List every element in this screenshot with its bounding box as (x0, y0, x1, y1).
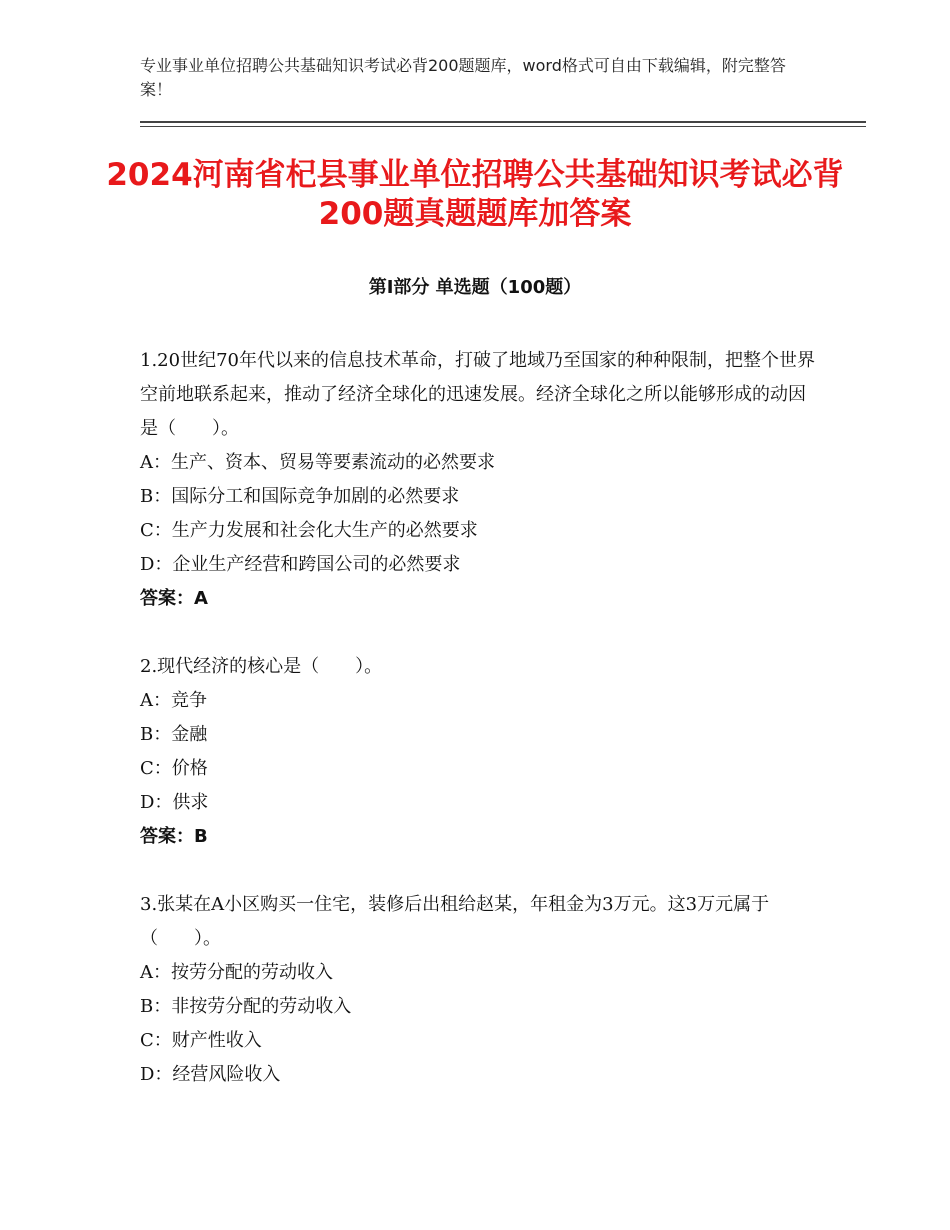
question-3 (140, 888, 820, 1092)
answer: 答案：B (140, 826, 208, 847)
option-a: A：竞争 (140, 690, 207, 711)
question-stem: 1.20世纪70年代以来的信息技术革命，打破了地域乃至国家的种种限制，把整个世界空前地联系起来，推动了经济全球化的迅速发展。经济全球化之所以能够形成的动因是（ ）。 (140, 350, 815, 439)
header-divider-thick (140, 121, 866, 123)
option-d: D：供求 (140, 792, 209, 813)
option-d: D：企业生产经营和跨国公司的必然要求 (140, 554, 461, 575)
question-list (140, 344, 820, 1126)
option-c: C：价格 (140, 758, 208, 779)
question-1 (140, 344, 820, 616)
header-note: 专业事业单位招聘公共基础知识考试必背200题题库，word格式可自由下载编辑，附完整答案！ (140, 56, 786, 99)
option-b: B：国际分工和国际竞争加剧的必然要求 (140, 486, 460, 507)
question-stem: 2.现代经济的核心是（ ）。 (140, 656, 383, 677)
header-divider-thin (140, 126, 866, 127)
answer: 答案：A (140, 588, 208, 609)
option-d: D：经营风险收入 (140, 1064, 281, 1085)
question-stem: 3.张某在A小区购买一住宅，装修后出租给赵某，年租金为3万元。这3万元属于（ ）。 (140, 894, 770, 949)
option-a: A：生产、资本、贸易等要素流动的必然要求 (140, 452, 495, 473)
option-c: C：生产力发展和社会化大生产的必然要求 (140, 520, 478, 541)
question-2 (140, 650, 820, 854)
option-a: A：按劳分配的劳动收入 (140, 962, 333, 983)
document-title: 2024河南省杞县事业单位招聘公共基础知识考试必背200题真题题库加答案 (106, 157, 844, 232)
option-b: B：非按劳分配的劳动收入 (140, 996, 352, 1017)
option-b: B：金融 (140, 724, 208, 745)
option-c: C：财产性收入 (140, 1030, 262, 1051)
section-title: 第I部分 单选题（100题） (368, 277, 582, 298)
